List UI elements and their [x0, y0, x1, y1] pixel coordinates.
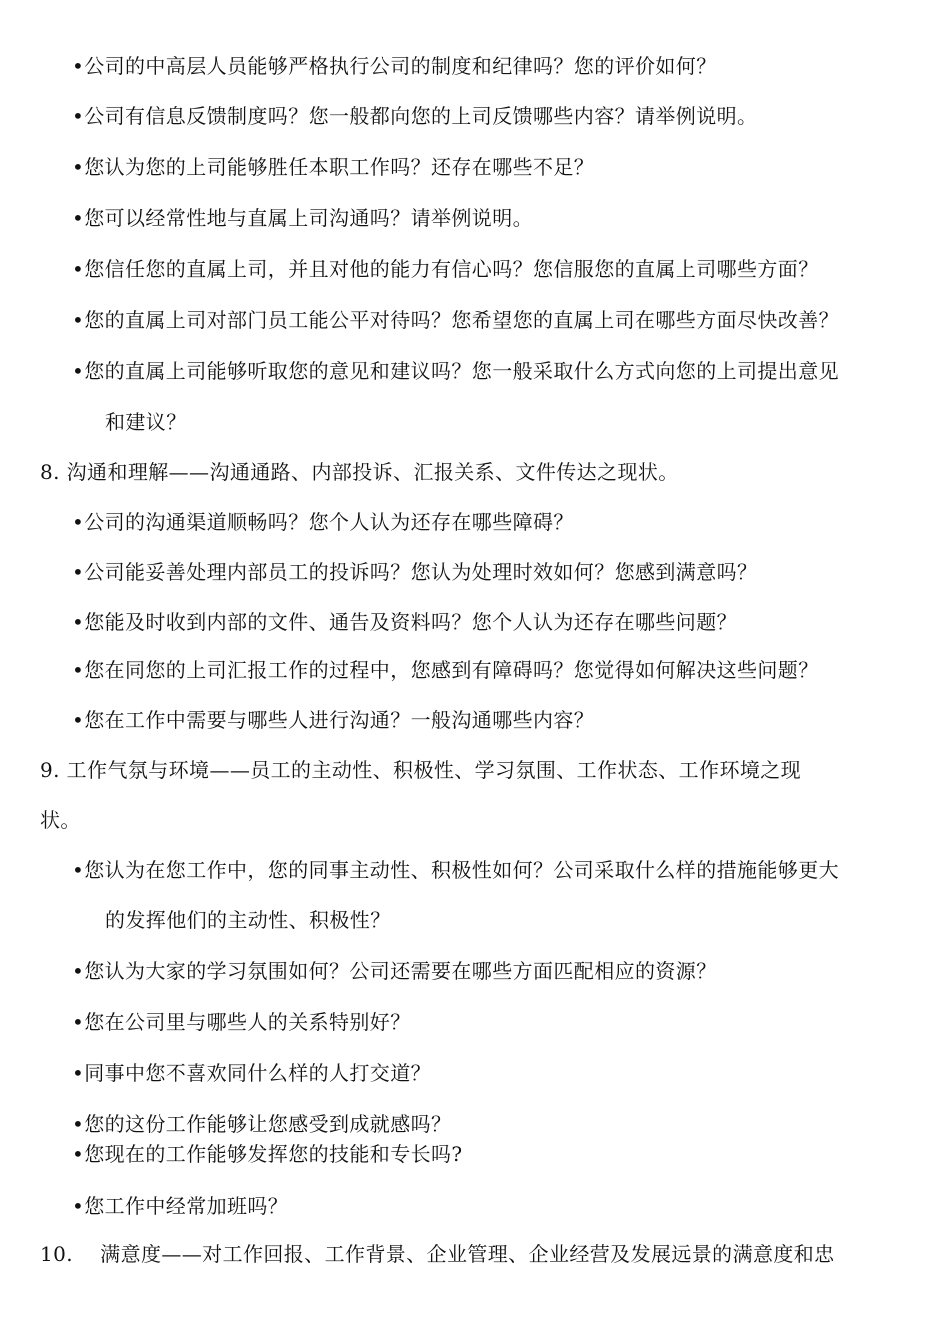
bullet-item: •您认为大家的学习氛围如何？公司还需要在哪些方面匹配相应的资源？ [72, 959, 717, 983]
section-heading-8: 8. 沟通和理解——沟通通路、内部投诉、汇报关系、文件传达之现状。 [40, 460, 679, 484]
section-heading-9: 9. 工作气氛与环境——员工的主动性、积极性、学习氛围、工作状态、工作环境之现 [40, 758, 802, 782]
bullet-item: •公司的沟通渠道顺畅吗？您个人认为还存在哪些障碍？ [72, 510, 574, 534]
bullet-item: •您能及时收到内部的文件、通告及资料吗？您个人认为还存在哪些问题？ [72, 610, 737, 634]
bullet-item: •公司的中高层人员能够严格执行公司的制度和纪律吗？您的评价如何？ [72, 54, 717, 78]
bullet-item: •您现在的工作能够发挥您的技能和专长吗? [72, 1142, 463, 1166]
bullet-item: •您信任您的直属上司，并且对他的能力有信心吗？您信服您的直属上司哪些方面？ [72, 257, 819, 281]
bullet-item: •您的直属上司对部门员工能公平对待吗？您希望您的直属上司在哪些方面尽快改善？ [72, 308, 839, 332]
bullet-item: •公司有信息反馈制度吗？您一般都向您的上司反馈哪些内容？请举例说明。 [72, 104, 758, 128]
bullet-item: •您认为您的上司能够胜任本职工作吗？还存在哪些不足？ [72, 155, 595, 179]
bullet-item: •您的这份工作能够让您感受到成就感吗？ [72, 1112, 452, 1136]
bullet-item: •您在同您的上司汇报工作的过程中，您感到有障碍吗？您觉得如何解决这些问题？ [72, 658, 819, 682]
bullet-continuation: 的发挥他们的主动性、积极性？ [105, 908, 391, 932]
section-heading-10: 10. 满意度——对工作回报、工作背景、企业管理、企业经营及发展远景的满意度和忠 [40, 1242, 835, 1266]
bullet-item: •您在公司里与哪些人的关系特别好？ [72, 1010, 411, 1034]
bullet-item: •您认为在您工作中，您的同事主动性、积极性如何？公司采取什么样的措施能够更大 [72, 858, 839, 882]
bullet-item: •您在工作中需要与哪些人进行沟通？一般沟通哪些内容？ [72, 708, 595, 732]
bullet-item: •您的直属上司能够听取您的意见和建议吗？您一般采取什么方式向您的上司提出意见 [72, 359, 839, 383]
bullet-item: •您可以经常性地与直属上司沟通吗？请举例说明。 [72, 206, 533, 230]
bullet-continuation: 和建议？ [105, 410, 187, 434]
bullet-item: •公司能妥善处理内部员工的投诉吗？您认为处理时效如何？您感到满意吗？ [72, 560, 758, 584]
bullet-item: •同事中您不喜欢同什么样的人打交道？ [72, 1061, 431, 1085]
bullet-item: •您工作中经常加班吗？ [72, 1194, 289, 1218]
heading-continuation: 状。 [40, 808, 81, 832]
